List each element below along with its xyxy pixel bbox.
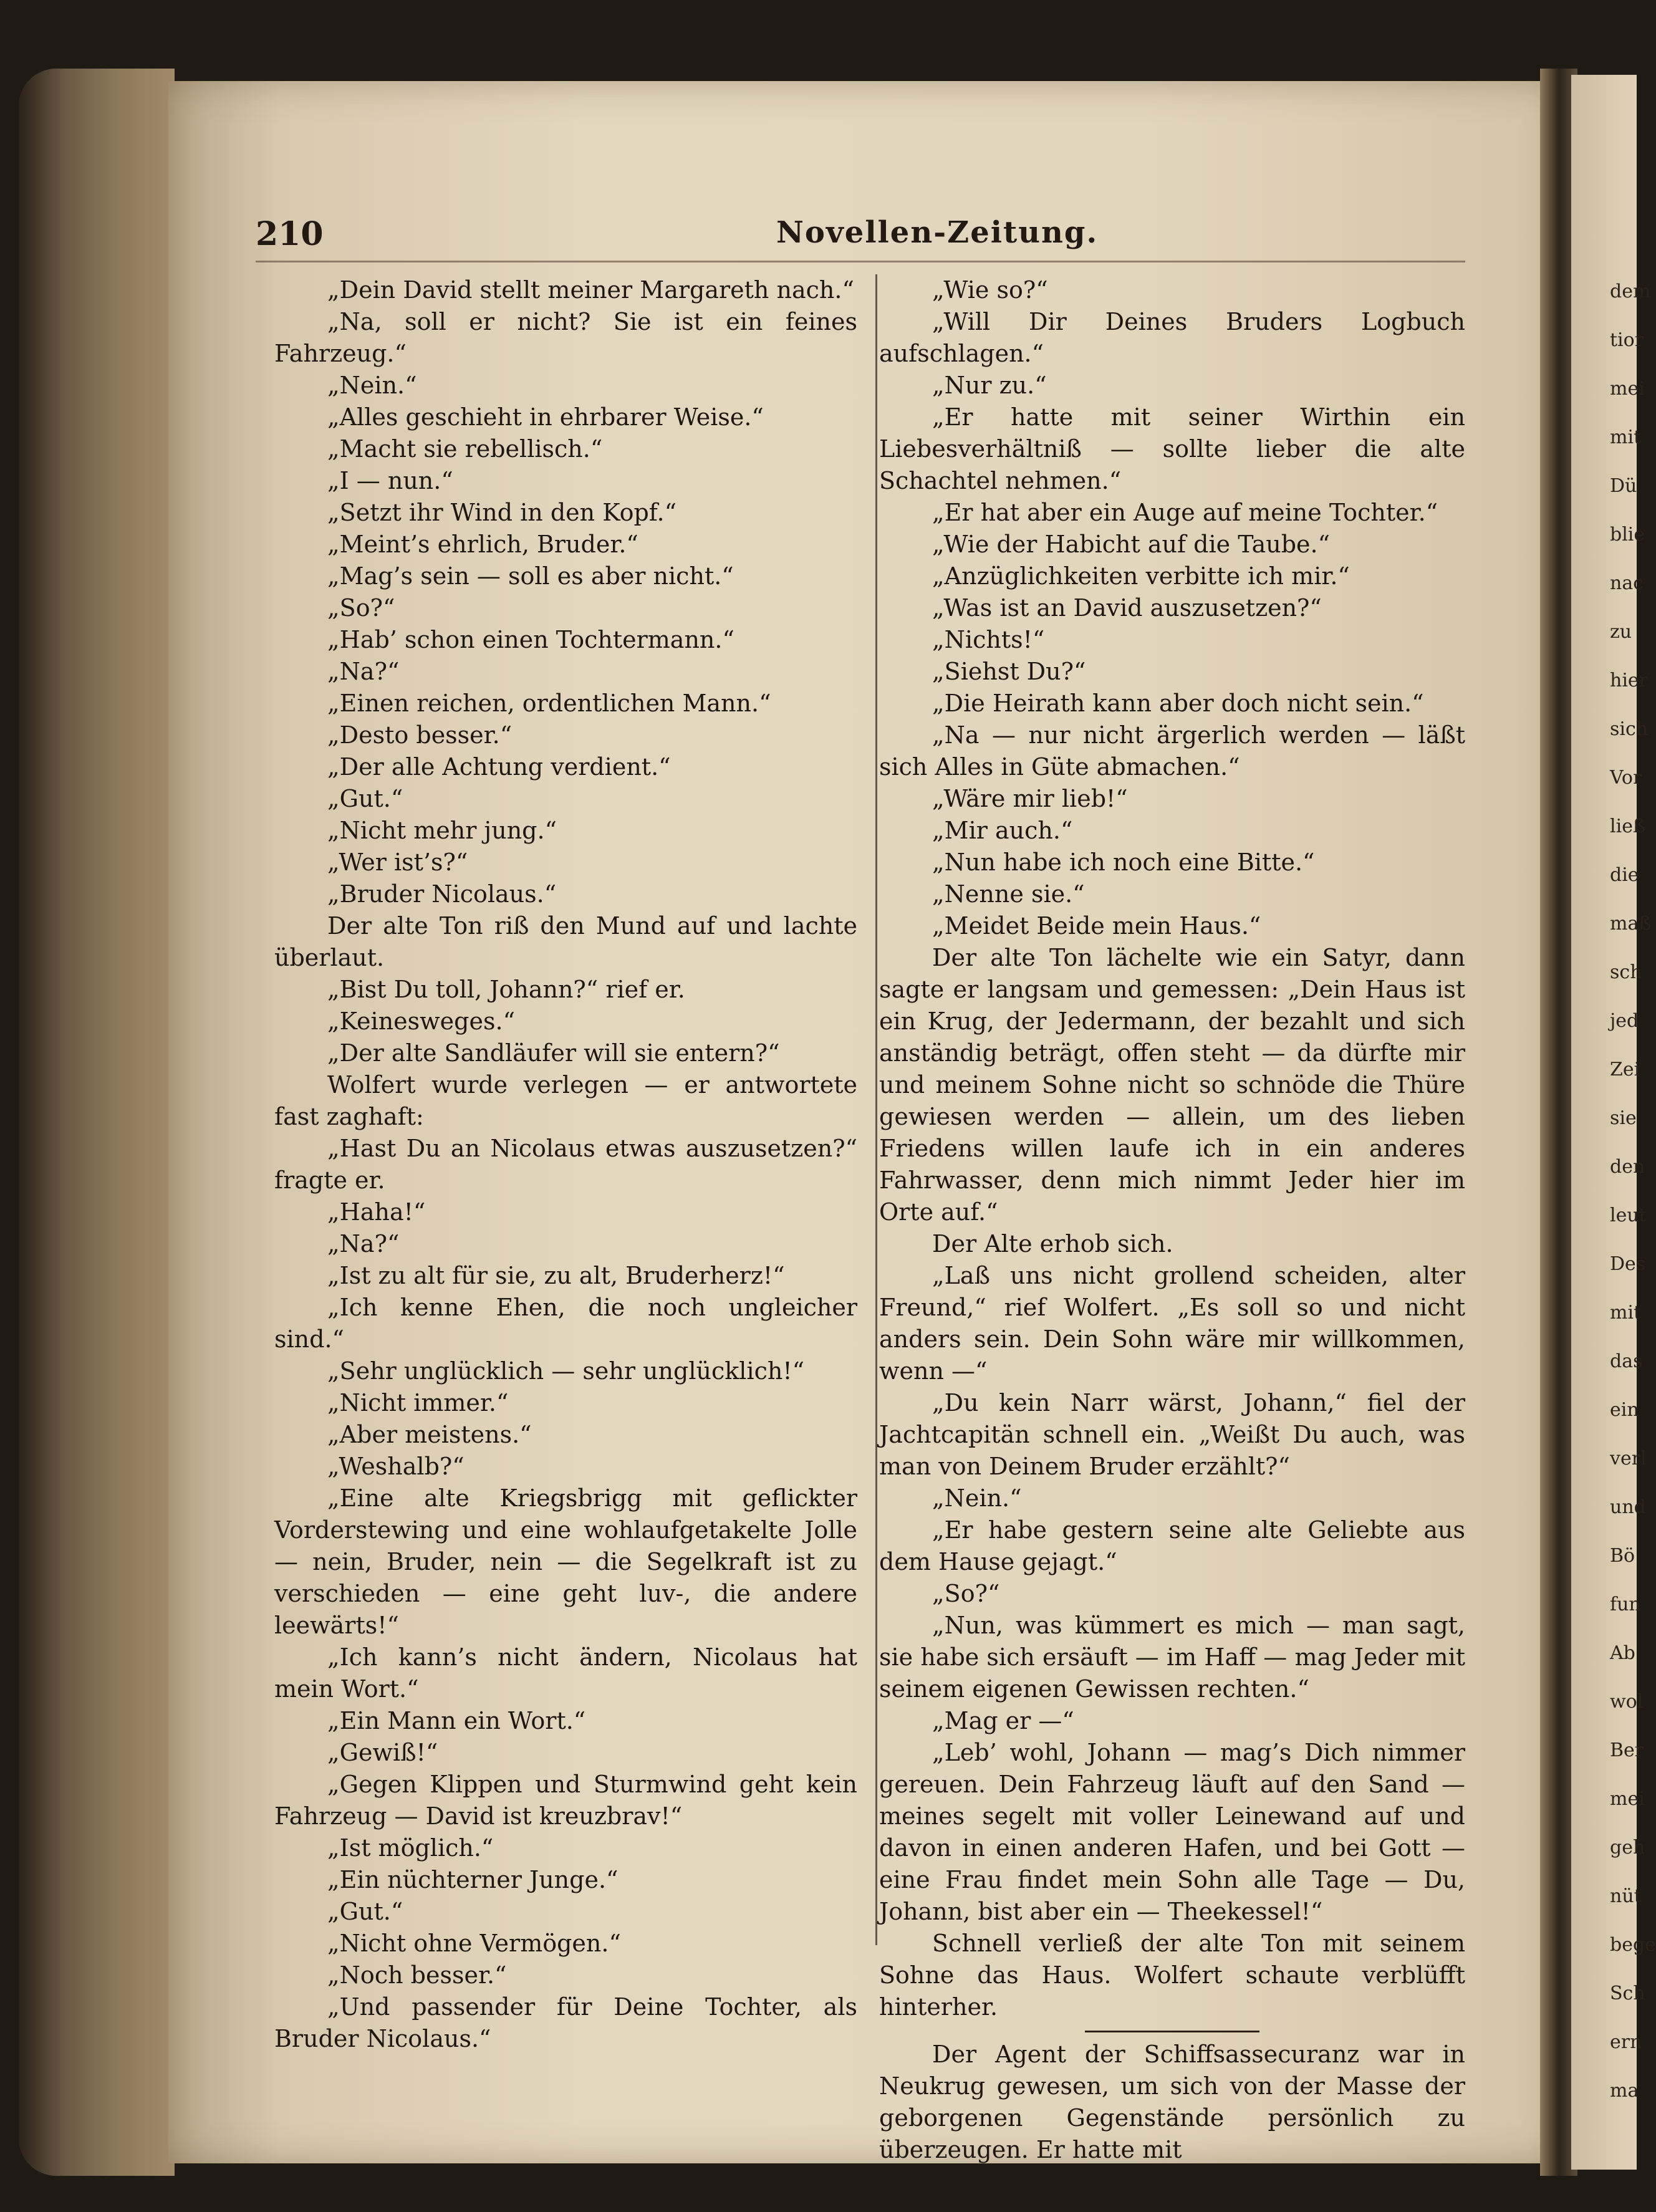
paragraph: Der alte Ton riß den Mund auf und lachte überlaut.	[274, 912, 857, 971]
facing-page-fragment: hier	[1610, 670, 1649, 691]
paragraph: „Und passender für Deine Tochter, als Bruder Nicolaus.“	[274, 1993, 857, 2052]
paragraph: „Noch besser.“	[327, 1961, 507, 1989]
paragraph: „Wer ist’s?“	[327, 849, 468, 876]
facing-page-fragment: fun	[1610, 1594, 1641, 1615]
page-header	[256, 215, 1503, 259]
facing-page-fragment: mei	[1610, 378, 1645, 400]
paragraph: „Weshalb?“	[327, 1453, 465, 1480]
paragraph: „Der alte Sandläufer will sie entern?“	[327, 1039, 780, 1067]
section-rule	[1085, 2031, 1259, 2032]
paragraph: „Dein David stellt meiner Margareth nach.“	[327, 276, 854, 304]
facing-page-fragment: sich	[1610, 718, 1649, 740]
paragraph: „So?“	[327, 594, 395, 622]
paragraph: „Der alle Achtung verdient.“	[327, 753, 671, 781]
facing-page-fragment: tior	[1610, 329, 1644, 351]
paragraph: „Will Dir Deines Bruders Logbuch aufschlagen.“	[879, 308, 1465, 367]
book-edge	[19, 69, 175, 2176]
paragraph: „Anzüglichkeiten verbitte ich mir.“	[932, 562, 1350, 590]
paragraph: „Leb’ wohl, Johann — mag’s Dich nimmer gereuen. Dein Fahrzeug läuft auf den Sand — meines segelt mit voller Leinewand auf und davon in einen anderen Hafen, und bei Gott — eine Frau findet mein Sohn alle Tage — Du, Johann, bist aber ein — Theekessel!“	[879, 1739, 1465, 1925]
right-column	[879, 274, 1465, 2166]
paragraph: „Ist zu alt für sie, zu alt, Bruderherz!“	[327, 1262, 785, 1289]
paragraph: „Nicht mehr jung.“	[327, 817, 557, 844]
paragraph: „Laß uns nicht grollend scheiden, alter Freund,“ rief Wolfert. „Es soll so und nicht anders sein. Dein Sohn wäre mir willkommen, wenn —“	[879, 1262, 1465, 1385]
paragraph: Wolfert wurde verlegen — er antwortete fast zaghaft:	[274, 1071, 857, 1130]
paragraph: „Eine alte Kriegsbrigg mit geflickter Vorderstewing und eine wohlaufgetakelte Jolle — nein, Bruder, nein — die Segelkraft ist zu verschieden — eine geht luv-, die andere leewärts!“	[274, 1484, 857, 1639]
paragraph: „Mag er —“	[932, 1707, 1074, 1734]
paragraph: „Hab’ schon einen Tochtermann.“	[327, 626, 734, 653]
facing-page-fragment: Des	[1610, 1253, 1646, 1275]
paragraph: „Ich kann’s nicht ändern, Nicolaus hat mein Wort.“	[274, 1643, 857, 1703]
paragraph: „Hast Du an Nicolaus etwas auszusetzen?“ fragte er.	[274, 1135, 857, 1194]
paragraph: „Na?“	[327, 1230, 400, 1257]
paragraph: „Macht sie rebellisch.“	[327, 435, 603, 463]
paragraph: „Ist möglich.“	[327, 1834, 494, 1862]
paragraph: „Nun, was kümmert es mich — man sagt, sie habe sich ersäuft — im Haff — mag Jeder mit seinem eigenen Gewissen rechten.“	[879, 1612, 1465, 1703]
facing-page-fragment: bege	[1610, 1934, 1656, 1956]
facing-page-fragment: den	[1610, 1156, 1645, 1178]
paragraph: „Du kein Narr wärst, Johann,“ fiel der Jachtcapitän schnell ein. „Weißt Du auch, was man von Deinem Bruder erzählt?“	[879, 1389, 1465, 1480]
facing-page-fragment: Zei	[1610, 1059, 1640, 1080]
running-title: Novellen-Zeitung.	[776, 215, 1099, 250]
paragraph: „Alles geschieht in ehrbarer Weise.“	[327, 403, 764, 431]
paragraph: „Gut.“	[327, 785, 403, 812]
paragraph: „Ein Mann ein Wort.“	[327, 1707, 586, 1734]
facing-page-fragment: ern	[1610, 2031, 1642, 2053]
paragraph: Der Agent der Schiffsassecuranz war in Neukrug gewesen, um sich von der Masse der geborgenen Gegenstände persönlich zu überzeugen. Er hatte mit	[879, 2041, 1465, 2163]
paragraph: „Bruder Nicolaus.“	[327, 880, 557, 908]
paragraph: „Nicht immer.“	[327, 1389, 509, 1416]
facing-page-fragment: Ab	[1610, 1642, 1635, 1664]
facing-page-fragment: nüt	[1610, 1885, 1642, 1907]
paragraph: „Nenne sie.“	[932, 880, 1085, 908]
paragraph: „Nein.“	[932, 1484, 1022, 1512]
facing-page-fragment: Sch	[1610, 1983, 1645, 2004]
facing-page-fragment: Dü	[1610, 475, 1637, 497]
facing-page-fragment: ma	[1610, 2080, 1639, 2102]
facing-page-fragment: verl	[1610, 1448, 1647, 1469]
paragraph: „Nichts!“	[932, 626, 1045, 653]
facing-page-fragment: jed	[1610, 1010, 1639, 1032]
paragraph: Der alte Ton lächelte wie ein Satyr, dann sagte er langsam und gemessen: „Dein Haus ist ein Krug, der Jedermann, der bezahlt und sich anständig beträgt, offen steht — da dürfte mir und meinem Sohne nicht so schnöde die Thüre gewiesen werden — allein, um des lieben Friedens willen laufe ich in ein anderes Fahrwasser, denn mich nimmt Jeder hier im Orte auf.“	[879, 944, 1465, 1226]
paragraph: „Nur zu.“	[932, 372, 1047, 399]
paragraph: „Na?“	[327, 658, 400, 685]
paragraph: „Mir auch.“	[932, 817, 1073, 844]
facing-page-fragment: blie	[1610, 524, 1645, 546]
paragraph: „Ein nüchterner Junge.“	[327, 1866, 619, 1893]
paragraph: „Bist Du toll, Johann?“ rief er.	[327, 976, 685, 1003]
paragraph: „Sehr unglücklich — sehr unglücklich!“	[327, 1357, 805, 1385]
paragraph: „Setzt ihr Wind in den Kopf.“	[327, 499, 676, 526]
header-rule	[256, 261, 1465, 262]
facing-page-fragment: geh	[1610, 1837, 1645, 1859]
paragraph: „I — nun.“	[327, 467, 453, 494]
paragraph: „So?“	[932, 1580, 1000, 1607]
facing-page-fragment: das	[1610, 1350, 1643, 1372]
facing-page-fragment: nac	[1610, 572, 1644, 594]
page-number: 210	[256, 215, 324, 253]
facing-page	[1571, 75, 1656, 2170]
facing-page-fragment: mei	[1610, 1788, 1645, 1810]
paragraph: „Meint’s ehrlich, Bruder.“	[327, 531, 638, 558]
paragraph: „Wie der Habicht auf die Taube.“	[932, 531, 1331, 558]
facing-page-fragment: mit	[1610, 426, 1642, 448]
paragraph: „Siehst Du?“	[932, 658, 1086, 685]
paragraph: „Na, soll er nicht? Sie ist ein feines Fahrzeug.“	[274, 308, 857, 367]
paragraph: „Gegen Klippen und Sturmwind geht kein Fahrzeug — David ist kreuzbrav!“	[274, 1771, 857, 1830]
paragraph: „Wie so?“	[932, 276, 1048, 304]
facing-page-fragment: ließ	[1610, 815, 1645, 837]
paragraph: Der Alte erhob sich.	[932, 1230, 1173, 1257]
paragraph: Schnell verließ der alte Ton mit seinem Sohne das Haus. Wolfert schaute verblüfft hinterher.	[879, 1930, 1465, 2021]
paragraph: „Er hat aber ein Auge auf meine Tochter.“	[932, 499, 1438, 526]
facing-page-fragment: zu	[1610, 621, 1632, 643]
facing-page-fragment: sie	[1610, 1107, 1637, 1129]
paragraph: „Mag’s sein — soll es aber nicht.“	[327, 562, 734, 590]
paragraph: „Er habe gestern seine alte Geliebte aus dem Hause gejagt.“	[879, 1516, 1465, 1575]
facing-page-fragment: leut	[1610, 1205, 1647, 1226]
facing-page-fragment: wol	[1610, 1691, 1644, 1713]
facing-page-fragment: Vor	[1610, 767, 1642, 789]
paragraph: „Wäre mir lieb!“	[932, 785, 1128, 812]
paragraph: „Nun habe ich noch eine Bitte.“	[932, 849, 1315, 876]
paragraph: „Er hatte mit seiner Wirthin ein Liebesverhältniß — sollte lieber die alte Schachtel nehmen.“	[879, 403, 1465, 494]
paragraph: „Keinesweges.“	[327, 1007, 515, 1035]
paragraph: „Desto besser.“	[327, 721, 513, 749]
facing-page-fragment: mit	[1610, 1302, 1642, 1324]
facing-page-fragment: Ber	[1610, 1739, 1644, 1761]
left-column	[274, 274, 857, 2055]
facing-page-fragment: Bö	[1610, 1545, 1635, 1567]
paragraph: „Meidet Beide mein Haus.“	[932, 912, 1261, 940]
paragraph: „Na — nur nicht ärgerlich werden — läßt sich Alles in Güte abmachen.“	[879, 721, 1465, 781]
facing-page-fragment: maß	[1610, 913, 1652, 935]
facing-page-fragment: dem	[1610, 281, 1651, 302]
facing-page-fragment: ein	[1610, 1399, 1639, 1421]
paragraph: „Einen reichen, ordentlichen Mann.“	[327, 690, 771, 717]
paragraph: „Was ist an David auszusetzen?“	[932, 594, 1322, 622]
paragraph: „Aber meistens.“	[327, 1421, 532, 1448]
paragraph: „Gut.“	[327, 1898, 403, 1925]
facing-page-fragment: die	[1610, 864, 1639, 886]
paragraph: „Haha!“	[327, 1198, 426, 1226]
facing-page-fragment: sch	[1610, 961, 1642, 983]
paragraph: „Nicht ohne Vermögen.“	[327, 1930, 621, 1957]
facing-page-fragment: und	[1610, 1496, 1646, 1518]
paragraph: „Nein.“	[327, 372, 417, 399]
paragraph: „Die Heirath kann aber doch nicht sein.“	[932, 690, 1424, 717]
paragraph: „Gewiß!“	[327, 1739, 438, 1766]
column-rule	[875, 274, 877, 1945]
paragraph: „Ich kenne Ehen, die noch ungleicher sind.“	[274, 1294, 857, 1353]
